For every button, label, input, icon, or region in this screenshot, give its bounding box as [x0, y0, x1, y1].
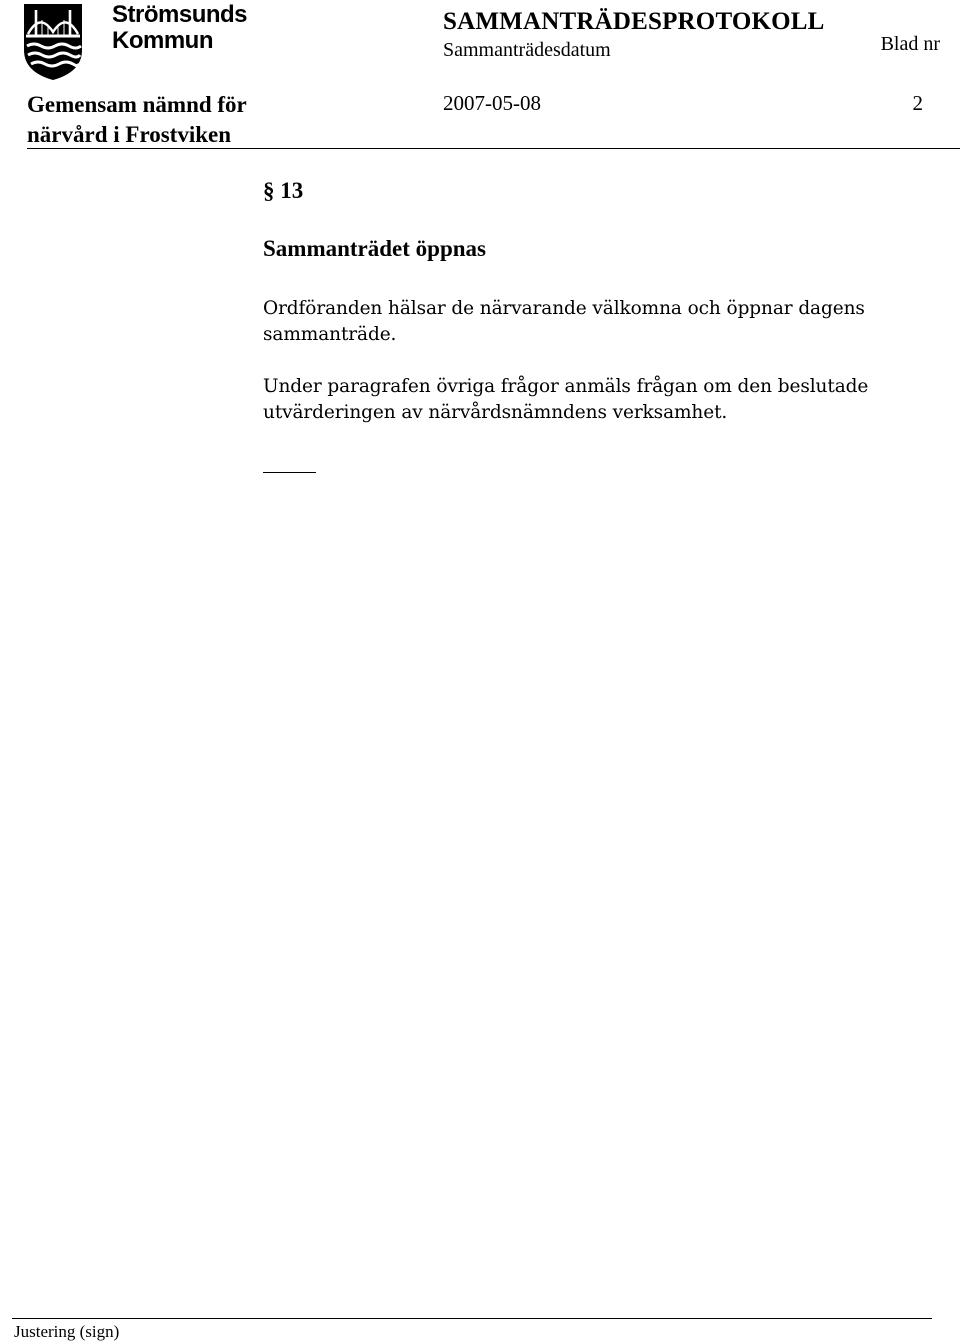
page-number-label: Blad nr — [880, 33, 940, 55]
section-number: § 13 — [263, 178, 304, 203]
organization-name-line-1: Gemensam nämnd för — [27, 92, 247, 117]
signature-label: Justering (sign) — [14, 1322, 120, 1341]
section-paragraph: Under paragrafen övriga frågor anmäls frågan om den beslutade utvärderingen av närvårdsnämndens verksamhet. — [263, 376, 869, 423]
logo-line-1: Strömsunds — [112, 1, 248, 28]
meeting-date-label: Sammanträdesdatum — [443, 39, 611, 61]
coat-of-arms-icon — [22, 2, 84, 82]
footer-divider — [12, 1318, 932, 1319]
municipality-logo — [22, 1, 248, 82]
organization-name — [27, 90, 247, 150]
section-end-rule — [263, 472, 316, 473]
header-divider — [27, 148, 960, 149]
logo-line-2: Kommun — [112, 27, 213, 54]
organization-name-line-2: närvård i Frostviken — [27, 122, 232, 147]
page-number-value: 2 — [912, 91, 923, 115]
logo-wordmark — [112, 2, 247, 54]
document-title: SAMMANTRÄDESPROTOKOLL — [443, 8, 825, 35]
section-heading: Sammanträdet öppnas — [263, 236, 487, 261]
meeting-date-value: 2007-05-08 — [443, 91, 541, 115]
section-paragraph: Ordföranden hälsar de närvarande välkomna och öppnar dagens sammanträde. — [263, 298, 865, 345]
